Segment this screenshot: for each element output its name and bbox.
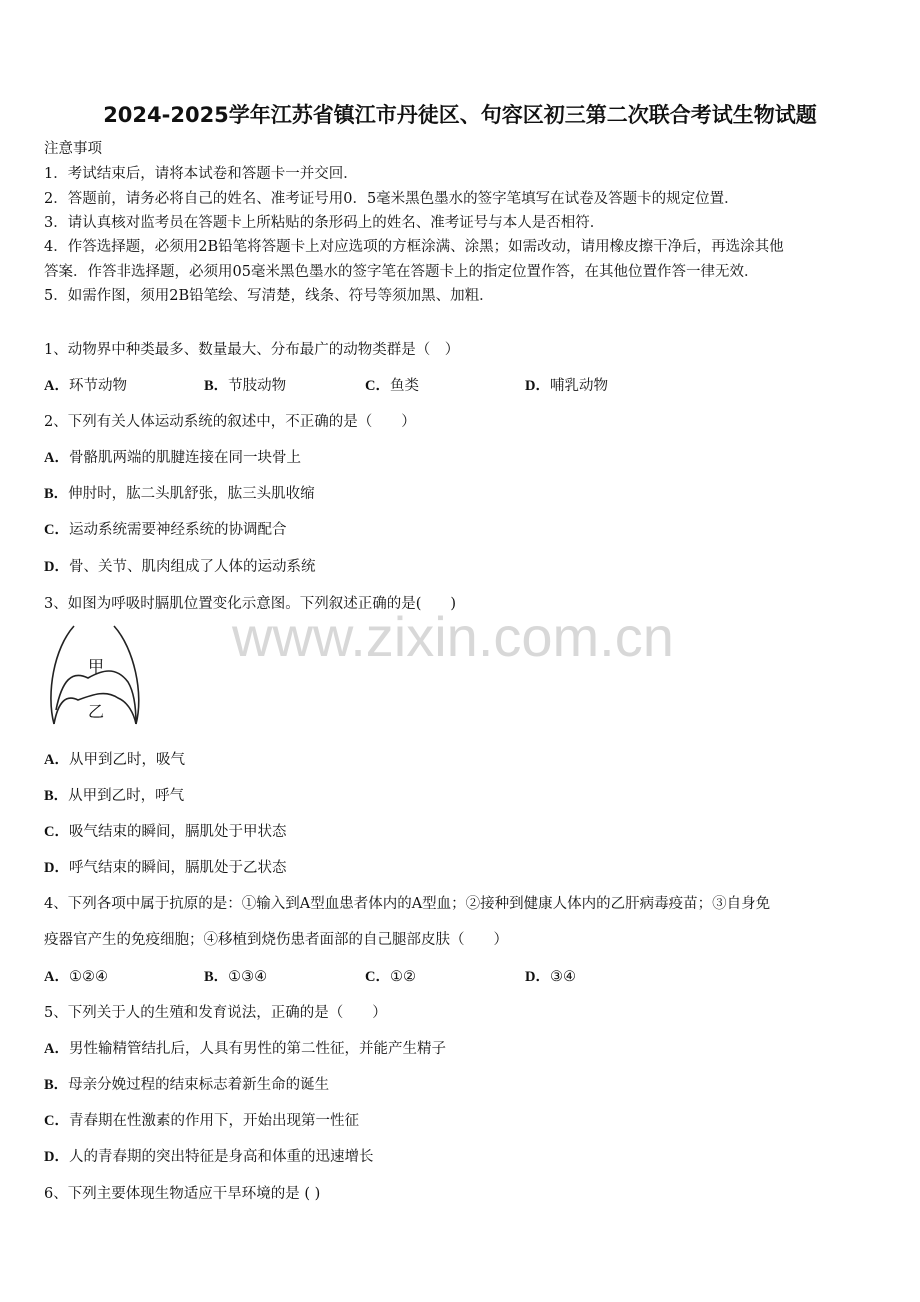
q3-option-a: A．从甲到乙时，吸气 [44,752,185,768]
q1-option-c: C．鱼类 [365,378,419,394]
q3-option-b: B．从甲到乙时，呼气 [44,788,185,804]
question-1-stem: 1、动物界中种类最多、数量最大、分布最广的动物类群是（ ） [44,342,460,358]
q5-option-b: B．母亲分娩过程的结束标志着新生命的诞生 [44,1077,330,1093]
notice-item: 5．如需作图，须用2B铅笔绘、写清楚，线条、符号等须加黑、加粗． [44,288,494,304]
diaphragm-diagram [48,624,144,734]
question-6-stem: 6、下列主要体现生物适应干旱环境的是 ( ) [44,1186,321,1202]
q5-option-c: C．青春期在性激素的作用下，开始出现第一性征 [44,1113,359,1129]
label-jia: 甲 [87,657,105,676]
q2-option-a: A．骨骼肌两端的肌腱连接在同一块骨上 [44,450,301,466]
q2-option-b: B．伸肘时，肱二头肌舒张，肱三头肌收缩 [44,486,315,502]
q3-option-d: D．呼气结束的瞬间，膈肌处于乙状态 [44,860,287,876]
notice-item: 2．答题前，请务必将自己的姓名、准考证号用0．5毫米黑色墨水的签字笔填写在试卷及答题卡的规定位置． [44,191,739,207]
q2-option-c: C．运动系统需要神经系统的协调配合 [44,522,287,538]
notice-item: 3．请认真核对监考员在答题卡上所粘贴的条形码上的姓名、准考证号与本人是否相符． [44,215,605,231]
label-yi: 乙 [87,702,105,721]
q2-option-d: D．骨、关节、肌肉组成了人体的运动系统 [44,559,316,575]
question-2-stem: 2、下列有关人体运动系统的叙述中，不正确的是（ ） [44,414,416,430]
question-5-stem: 5、下列关于人的生殖和发育说法，正确的是（ ） [44,1005,387,1021]
notice-item: 答案．作答非选择题，必须用05毫米黑色墨水的签字笔在答题卡上的指定位置作答，在其他位置作答一律无效． [44,264,759,280]
q1-option-b: B．节肢动物 [204,378,287,394]
notice-item: 4．作答选择题，必须用2B铅笔将答题卡上对应选项的方框涂满、涂黑；如需改动，请用橡皮擦干净后，再选涂其他 [44,239,784,255]
q1-option-d: D．哺乳动物 [525,378,608,394]
q5-option-d: D．人的青春期的突出特征是身高和体重的迅速增长 [44,1149,374,1165]
notice-heading: 注意事项 [44,141,102,157]
q4-option-d: D．③④ [525,969,576,985]
q5-option-a: A．男性输精管结扎后，人具有男性的第二性征，并能产生精子 [44,1041,446,1057]
question-3-stem: 3、如图为呼吸时膈肌位置变化示意图。下列叙述正确的是( ) [44,596,457,612]
question-4-stem-line1: 4、下列各项中属于抗原的是：①输入到A型血患者体内的A型血；②接种到健康人体内的乙肝病毒疫苗；③自身免 [44,896,771,912]
watermark: www.zixin.com.cn [232,605,674,668]
q4-option-a: A．①②④ [44,969,108,985]
q3-option-c: C．吸气结束的瞬间，膈肌处于甲状态 [44,824,287,840]
q1-option-a: A．环节动物 [44,378,127,394]
notice-item: 1．考试结束后，请将本试卷和答题卡一并交回． [44,166,358,182]
question-4-stem-line2: 疫器官产生的免疫细胞；④移植到烧伤患者面部的自己腿部皮肤（ ） [44,932,508,948]
q4-option-b: B．①③④ [204,969,268,985]
q4-option-c: C．①② [365,969,416,985]
page-title: 2024-2025学年江苏省镇江市丹徒区、句容区初三第二次联合考试生物试题 [103,103,817,127]
